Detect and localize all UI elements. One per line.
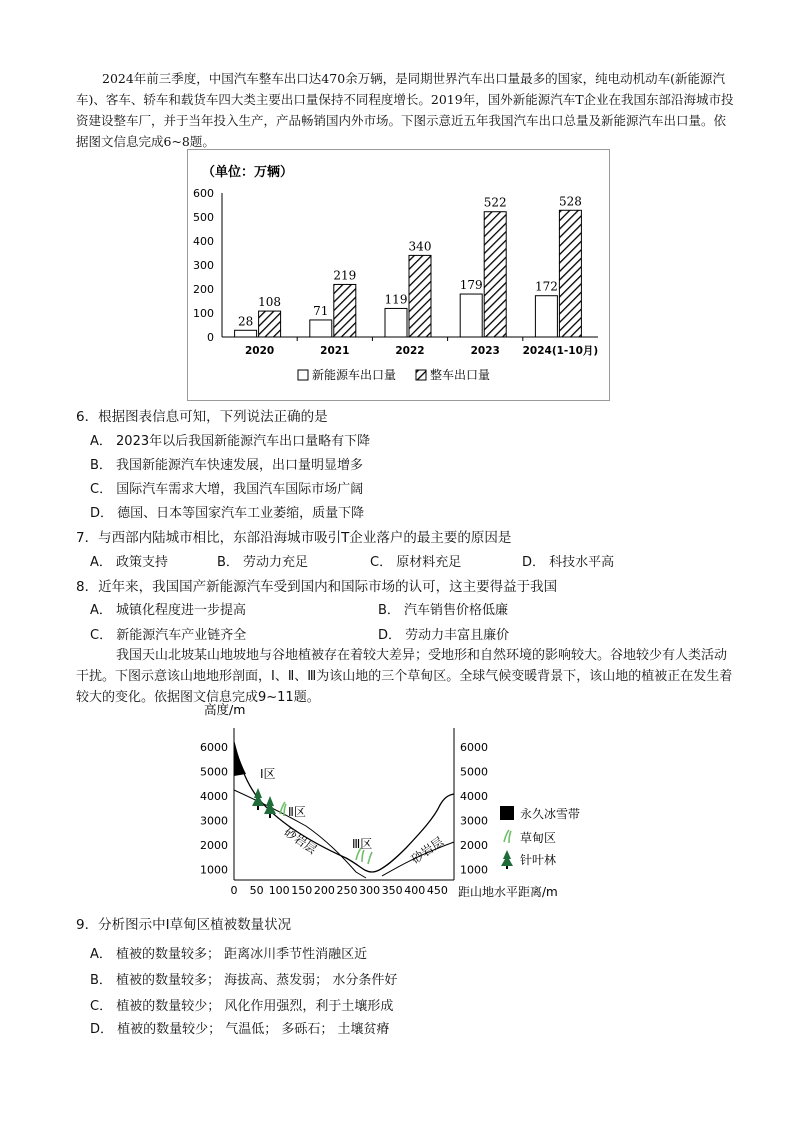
conifer-icon [252, 788, 276, 818]
legend-meadow-icon [504, 830, 511, 843]
profile-ytick-right: 1000 [460, 863, 488, 877]
profile-ytick-right: 4000 [460, 790, 488, 803]
profile-ytick-left: 1000 [200, 863, 228, 877]
export-bar-chart [188, 150, 609, 400]
profile-ytick-left: 3000 [200, 814, 228, 828]
profile-xtick: 300 [359, 884, 381, 897]
q8-option-c[interactable]: C． 新能源汽车产业链齐全 [90, 628, 247, 643]
q7-stem: 7．与西部内陆城市相比，东部沿海城市吸引T企业落户的最主要的原因是 [76, 530, 512, 546]
bar-nev-value-label: 28 [237, 314, 254, 329]
bar-nev-export [310, 320, 332, 337]
profile-xtick: 100 [268, 884, 290, 897]
legend-nev-swatch [298, 370, 308, 380]
bar-nev-value-label: 71 [313, 303, 329, 318]
profile-xtick: 200 [313, 884, 335, 897]
profile-xtick: 400 [404, 884, 426, 897]
bar-nev-export [460, 294, 482, 337]
profile-xlabel: 距山地水平距离/m [458, 885, 558, 899]
intro2-paragraph [76, 645, 736, 708]
q8-option-b[interactable]: B． 汽车销售价格低廉 [378, 603, 509, 618]
y-tick-label: 500 [193, 211, 214, 224]
q6-option-b[interactable]: B． 我国新能源汽车快速发展，出口量明显增多 [90, 458, 364, 473]
profile-xtick: 450 [426, 884, 448, 897]
export-chart [187, 149, 610, 401]
q9-stem: 9．分析图示中Ⅰ草甸区植被数量状况 [76, 917, 292, 933]
bar-total-value-label: 522 [483, 195, 507, 210]
q7-option-b[interactable]: B． 劳动力充足 [217, 555, 309, 570]
q9-option-a[interactable]: A． 植被的数量较多； 距离冰川季节性消融区近 [90, 947, 368, 962]
bar-nev-value-label: 119 [384, 292, 408, 307]
rock-layer-line [234, 790, 454, 878]
bar-nev-export [235, 330, 257, 337]
y-tick-label: 300 [193, 259, 214, 272]
legend-forest-icon [501, 850, 513, 869]
q8-stem: 8．近年来，我国国产新能源汽车受到国内和国际市场的认可，这主要得益于我国 [76, 579, 558, 595]
profile-xtick: 350 [381, 884, 403, 897]
q9-option-b[interactable]: B． 植被的数量较多； 海拔高、蒸发弱； 水分条件好 [90, 973, 398, 988]
zone-1-label: Ⅰ区 [260, 767, 276, 781]
x-tick-label: 2023 [470, 345, 500, 357]
q7-option-d[interactable]: D． 科技水平高 [522, 555, 615, 570]
zone-3-label: Ⅲ区 [352, 837, 373, 851]
profile-xtick: 250 [336, 884, 358, 897]
bar-total-export [484, 212, 506, 337]
profile-ytick-right: 2000 [460, 839, 488, 852]
y-tick-label: 200 [193, 283, 214, 296]
profile-xtick: 150 [291, 884, 313, 897]
legend-snow-label: 永久冰雪带 [520, 807, 581, 821]
legend-snow-swatch [500, 806, 514, 820]
zone-2-label: Ⅱ区 [288, 805, 306, 819]
bar-nev-value-label: 172 [534, 279, 558, 294]
x-tick-label: 2022 [395, 345, 425, 357]
bar-total-value-label: 219 [333, 268, 357, 283]
bar-total-export [334, 284, 356, 337]
bar-total-export [259, 311, 281, 337]
profile-yticks-right [460, 741, 488, 877]
q6-option-d[interactable]: D． 德国、日本等国家汽车工业萎缩，质量下降 [90, 506, 365, 521]
q8-option-a[interactable]: A． 城镇化程度进一步提高 [90, 603, 247, 618]
x-tick-label: 2024(1-10月) [522, 345, 599, 357]
legend-total-swatch [416, 370, 426, 380]
profile-yticks-left [200, 741, 228, 877]
profile-ytick-left: 4000 [200, 790, 228, 803]
bar-total-value-label: 108 [258, 295, 282, 310]
profile-ytick-right: 5000 [460, 765, 488, 779]
y-tick-label: 600 [193, 187, 214, 200]
intro-paragraph [76, 68, 736, 152]
intro-text: 2024年前三季度，中国汽车整车出口达470余万辆，是同期世界汽车出口量最多的国家，纯电动机动车(新能源汽车)、客车、轿车和载货车四大类主要出口量保持不同程度增长。2019年，国外新能源汽车T企业在我国东部沿海城市投资建设整车厂，并于当年投入生产，产品畅销国内外市场。下图示意近五年我国汽车出口总量及新能源汽车出口量。依据图文信息完成6~8题。 [76, 71, 734, 149]
legend-forest-label: 针叶林 [520, 853, 557, 867]
terrain-profile [196, 700, 616, 900]
x-tick-label: 2021 [320, 345, 350, 357]
q9-option-c[interactable]: C． 植被的数量较少； 风化作用强烈，利于土壤形成 [90, 999, 394, 1014]
y-tick-label: 100 [193, 307, 214, 320]
x-tick-label: 2020 [244, 345, 275, 357]
bar-nev-value-label: 179 [459, 278, 483, 293]
q7-option-a[interactable]: A． 政策支持 [90, 555, 169, 570]
intro2-text: 我国天山北坡某山地坡地与谷地植被存在着较大差异；受地形和自然环境的影响较大。谷地较少有人类活动干扰。下图示意该山地地形剖面，Ⅰ、Ⅱ、Ⅲ为该山地的三个草甸区。全球气候变暖背景下，该山地的植被正在发生着较大的变化。依据图文信息完成9~11题。 [76, 648, 733, 705]
profile-ylabel: 高度/m [204, 702, 246, 717]
q8-option-d[interactable]: D． 劳动力丰富且廉价 [378, 628, 510, 643]
profile-xtick: 50 [249, 884, 264, 897]
q6-option-a[interactable]: A． 2023年以后我国新能源汽车出口量略有下降 [90, 434, 371, 449]
bar-nev-export [535, 296, 557, 337]
y-tick-label: 0 [207, 331, 214, 344]
q6-stem: 6．根据图表信息可知，下列说法正确的是 [76, 409, 328, 425]
legend-total-label: 整车出口量 [430, 368, 491, 382]
profile-xtick: 0 [230, 884, 238, 897]
bar-total-export [409, 255, 431, 337]
bar-nev-export [385, 308, 407, 337]
legend-nev-label: 新能源车出口量 [312, 368, 397, 382]
rock-layer-left-label: 砂岩层 [281, 824, 320, 857]
bar-total-export [559, 210, 581, 337]
legend-meadow-label: 草甸区 [520, 831, 557, 845]
chart-title: （单位：万辆） [202, 165, 294, 180]
q9-option-d[interactable]: D． 植被的数量较少； 气温低； 多砾石； 土壤贫瘠 [90, 1022, 390, 1037]
profile-ytick-left: 2000 [200, 839, 228, 852]
bar-total-value-label: 528 [558, 194, 582, 209]
profile-ytick-right: 6000 [460, 741, 488, 754]
q7-option-c[interactable]: C． 原材料充足 [370, 555, 462, 570]
q6-option-c[interactable]: C． 国际汽车需求大增，我国汽车国际市场广阔 [90, 482, 364, 497]
profile-ytick-left: 5000 [200, 765, 228, 779]
profile-ytick-left: 6000 [200, 741, 228, 754]
rock-layer-right-label: 砂岩层 [408, 834, 447, 867]
profile-xticks [231, 884, 448, 897]
bar-total-value-label: 340 [408, 239, 432, 254]
profile-ytick-right: 3000 [460, 814, 488, 828]
y-tick-label: 400 [193, 235, 214, 248]
